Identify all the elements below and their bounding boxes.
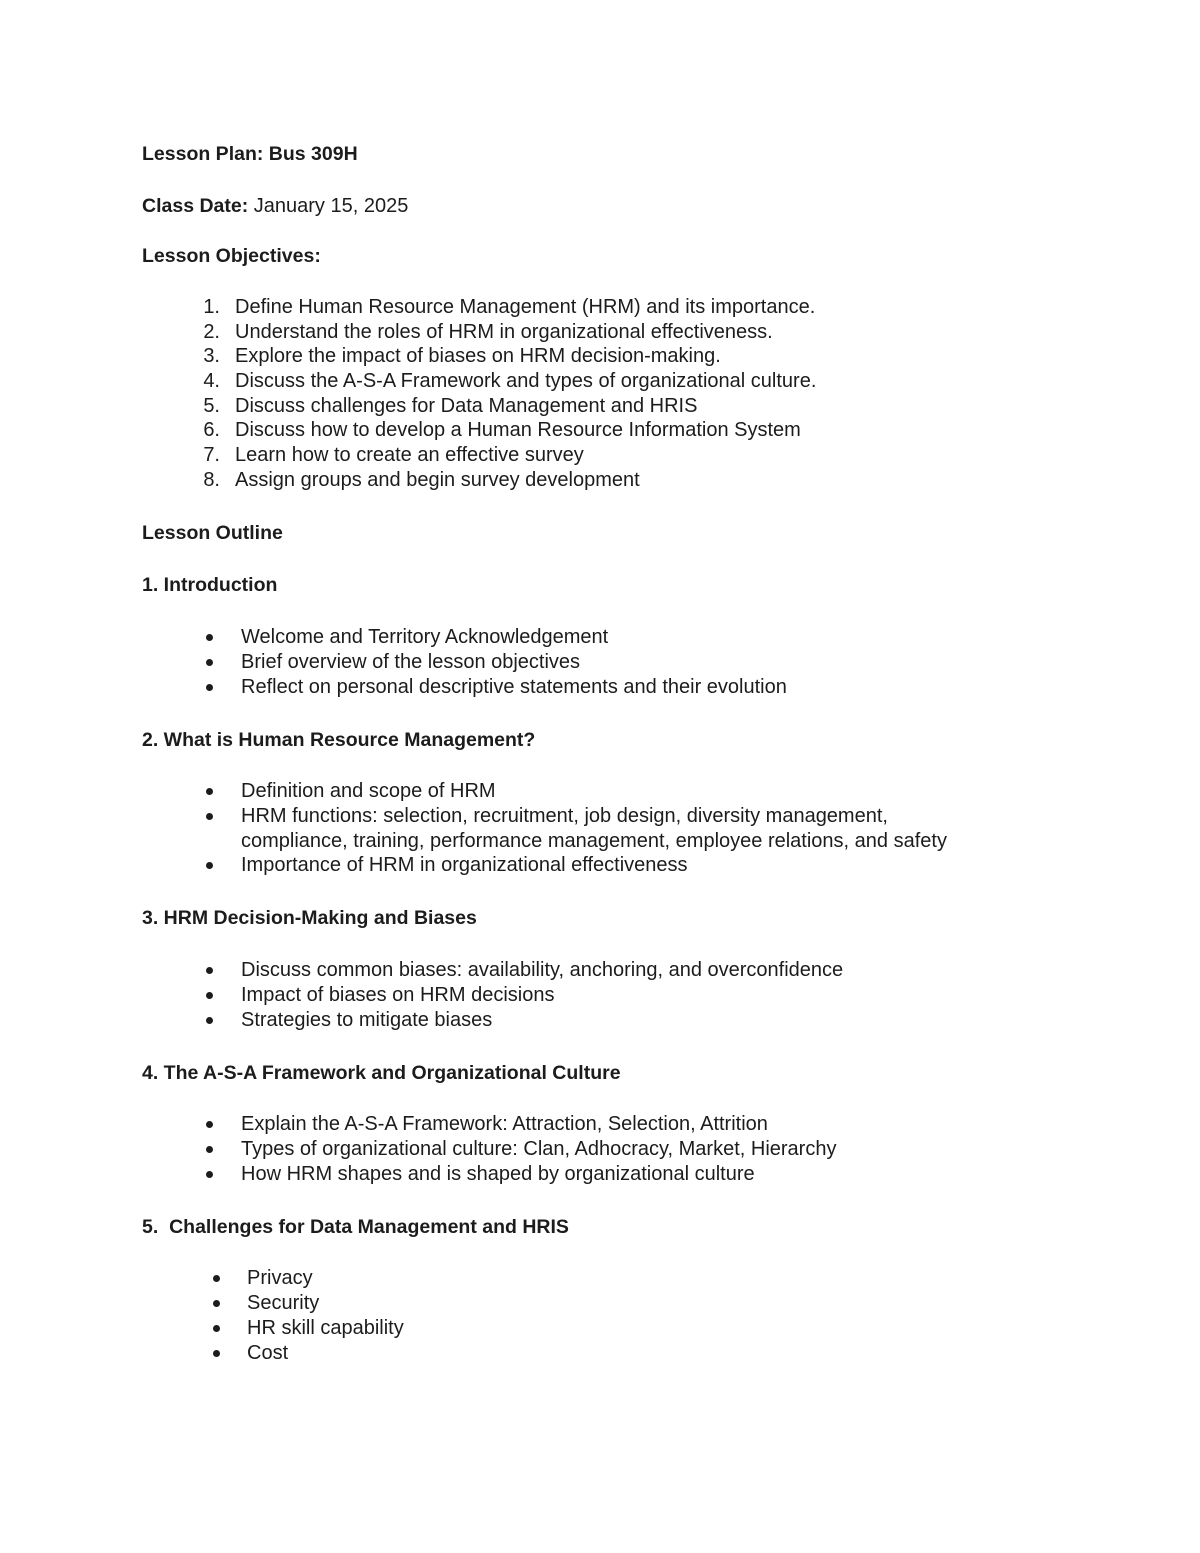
- list-item: Importance of HRM in organizational effectiveness: [241, 854, 688, 876]
- list-item: Security: [247, 1292, 320, 1314]
- objective-number: 2.: [203, 321, 220, 343]
- bullet-icon: [206, 659, 213, 666]
- list-item: Definition and scope of HRM: [241, 780, 496, 802]
- class-date-label: Class Date:: [142, 195, 249, 217]
- objective-number: 5.: [203, 395, 220, 417]
- objective-text: Define Human Resource Management (HRM) and its importance.: [235, 296, 816, 318]
- objective-text: Discuss challenges for Data Management and HRIS: [235, 395, 698, 417]
- bullet-icon: [206, 1121, 213, 1128]
- objective-number: 8.: [203, 469, 220, 491]
- bullet-icon: [206, 813, 213, 820]
- bullet-icon: [206, 1171, 213, 1178]
- section-heading-data-management: 5. Challenges for Data Management and HRIS: [142, 1216, 569, 1238]
- objective-text: Assign groups and begin survey development: [235, 469, 640, 491]
- bullet-icon: [206, 862, 213, 869]
- list-item: Types of organizational culture: Clan, Adhocracy, Market, Hierarchy: [241, 1138, 837, 1160]
- list-item: Discuss common biases: availability, anchoring, and overconfidence: [241, 959, 844, 981]
- list-item: Cost: [247, 1342, 289, 1364]
- list-item: Explain the A-S-A Framework: Attraction, Selection, Attrition: [241, 1113, 768, 1135]
- bullet-icon: [206, 992, 213, 999]
- section-heading-introduction: 1. Introduction: [142, 574, 278, 596]
- bullet-icon: [213, 1350, 220, 1357]
- section-heading-asa-framework: 4. The A-S-A Framework and Organizational Culture: [142, 1062, 621, 1084]
- section-heading-decision-making: 3. HRM Decision-Making and Biases: [142, 907, 477, 929]
- objective-number: 7.: [203, 444, 220, 466]
- bullet-icon: [206, 684, 213, 691]
- bullet-icon: [206, 1146, 213, 1153]
- bullet-icon: [206, 634, 213, 641]
- objective-number: 1.: [203, 296, 220, 318]
- outline-heading: Lesson Outline: [142, 522, 283, 544]
- list-item: Strategies to mitigate biases: [241, 1009, 493, 1031]
- bullet-icon: [213, 1325, 220, 1332]
- list-item-continuation: compliance, training, performance management, employee relations, and safety: [241, 830, 947, 852]
- class-date-value: January 15, 2025: [248, 195, 409, 217]
- section-heading-what-is-hrm: 2. What is Human Resource Management?: [142, 729, 536, 751]
- objective-number: 6.: [203, 419, 220, 441]
- bullet-icon: [206, 788, 213, 795]
- objective-text: Discuss the A-S-A Framework and types of organizational culture.: [235, 370, 817, 392]
- objective-text: Understand the roles of HRM in organizational effectiveness.: [235, 321, 773, 343]
- bullet-icon: [206, 967, 213, 974]
- list-item: Reflect on personal descriptive statements and their evolution: [241, 676, 787, 698]
- objective-number: 4.: [203, 370, 220, 392]
- list-item: Welcome and Territory Acknowledgement: [241, 626, 609, 648]
- class-date-line: [142, 195, 408, 218]
- objective-text: Explore the impact of biases on HRM decision-making.: [235, 345, 721, 367]
- bullet-icon: [213, 1300, 220, 1307]
- list-item: Brief overview of the lesson objectives: [241, 651, 581, 673]
- list-item: Impact of biases on HRM decisions: [241, 984, 555, 1006]
- list-item: HRM functions: selection, recruitment, job design, diversity management,: [241, 805, 888, 827]
- bullet-icon: [213, 1275, 220, 1282]
- list-item: How HRM shapes and is shaped by organizational culture: [241, 1163, 755, 1185]
- list-item: Privacy: [247, 1267, 313, 1289]
- objective-text: Learn how to create an effective survey: [235, 444, 584, 466]
- list-item: HR skill capability: [247, 1317, 404, 1339]
- bullet-icon: [206, 1017, 213, 1024]
- objective-number: 3.: [203, 345, 220, 367]
- objectives-heading: Lesson Objectives:: [142, 245, 321, 267]
- document-title: Lesson Plan: Bus 309H: [142, 143, 358, 165]
- objective-text: Discuss how to develop a Human Resource Information System: [235, 419, 801, 441]
